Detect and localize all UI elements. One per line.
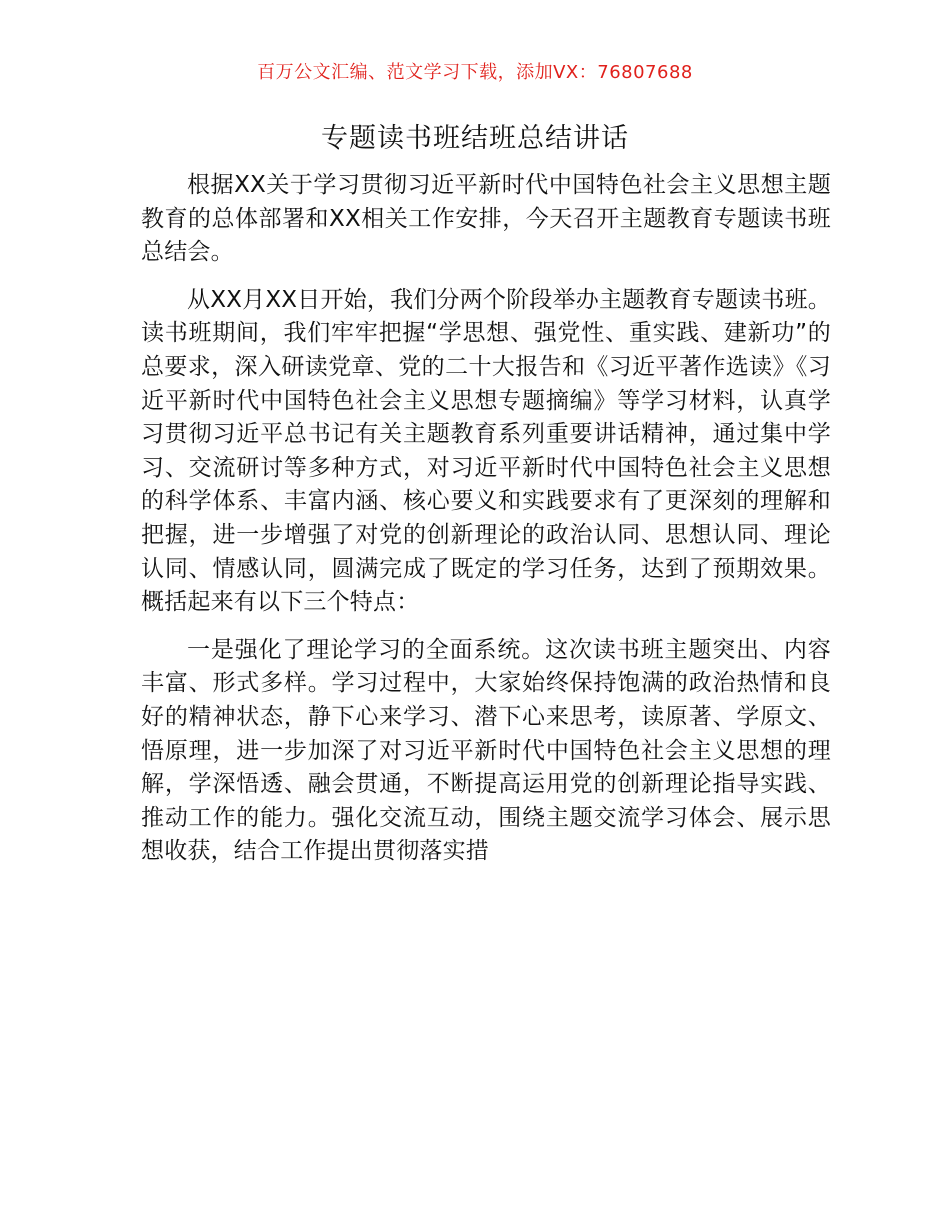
paragraph-1: 根据XX关于学习贯彻习近平新时代中国特色社会主义思想主题教育的总体部署和XX相关工作安排，今天召开主题教育专题读书班总结会。 (141, 172, 831, 266)
document-title: 专题读书班结班总结讲话 (321, 123, 629, 154)
header-watermark-note: 百万公文汇编、范文学习下载，添加VX：76807688 (257, 62, 693, 83)
paragraph-3: 一是强化了理论学习的全面系统。这次读书班主题突出、内容丰富、形式多样。学习过程中，大家始终保持饱满的政治热情和良好的精神状态，静下心来学习、潜下心来思考，读原著、学原文、悟原理，进一步加深了对习近平新时代中国特色社会主义思想的理解，学深悟透、融会贯通，不断提高运用党的创新理论指导实践、推动工作的能力。强化交流互动，围绕主题交流学习体会、展示思想收获，结合工作提出贯彻落实措 (141, 636, 831, 865)
document-body (141, 169, 831, 883)
paragraph-2: 从XX月XX日开始，我们分两个阶段举办主题教育专题读书班。读书班期间，我们牢牢把握“学思想、强党性、重实践、建新功”的总要求，深入研读党章、党的二十大报告和《习近平著作选读》《习近平新时代中国特色社会主义思想专题摘编》等学习材料，认真学习贯彻习近平总书记有关主题教育系列重要讲话精神，通过集中学习、交流研讨等多种方式，对习近平新时代中国特色社会主义思想的科学体系、丰富内涵、核心要义和实践要求有了更深刻的理解和把握，进一步增强了对党的创新理论的政治认同、思想认同、理论认同、情感认同，圆满完成了既定的学习任务，达到了预期效果。概括起来有以下三个特点： (141, 286, 831, 616)
